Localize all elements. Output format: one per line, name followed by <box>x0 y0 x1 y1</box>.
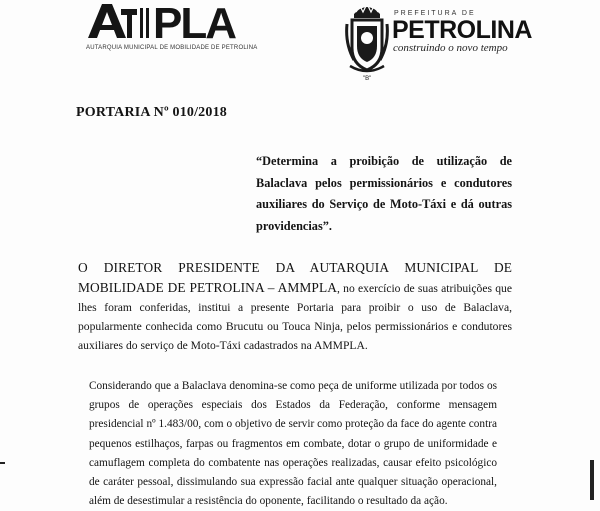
ammpla-subtitle: AUTARQUIA MUNICIPAL DE MOBILIDADE DE PETROLINA <box>86 45 258 51</box>
svg-text:"B": "B" <box>363 76 372 82</box>
document-title: PORTARIA Nº 010/2018 <box>76 105 227 120</box>
paragraph-1 <box>78 258 512 355</box>
prefeitura-name: PETROLINA <box>392 16 532 44</box>
prefeitura-logo <box>392 10 532 54</box>
paragraph-2: Considerando que a Balaclava denomina-se como peça de uniforme utilizada por todos os grupos de operações especiais dos Estados da Federação, conforme mensagem presidencial nº 1.483/00, com o objetivo de servir como proteção da face do agente contra pequenos estilhaços, farpas ou fragmentos em combate, dotar o grupo de uniformidade e camuflagem completa do combatente nas operações realizadas, causar efeito psicológico de caráter pessoal, dissimulando sua expressão facial ante qualquer situação operacional, além de desestimular a resistência do oponente, facilitando o resultado da ação. <box>89 380 497 508</box>
svg-text:PLA: PLA <box>153 0 235 48</box>
paragraph-1-rest: , no exercício de suas atribuições que lhes foram conferidas, institui a presente Portaria para proibir o uso de Balaclava, popularmente conhecida como Brucutu ou Touca Ninja, pelos permissionários e condutores auxiliares do serviço de Moto-Táxi cadastrados na AMMPLA. <box>78 282 512 352</box>
document-header <box>0 0 600 95</box>
petrolina-crest-icon <box>344 0 390 82</box>
prefeitura-label: PREFEITURA DE <box>394 10 476 17</box>
document-ementa: “Determina a proibição de utilização de Balaclava pelos permissionários e condutores auxiliares do Serviço de Moto-Táxi e dá outras providencias”. <box>256 154 512 233</box>
scan-edge-mark <box>590 460 594 500</box>
scan-left-mark <box>0 462 5 464</box>
prefeitura-slogan: construindo o novo tempo <box>393 42 508 54</box>
paragraph-1-lead: O DIRETOR PRESIDENTE DA AUTARQUIA MUNICIPAL DE MOBILIDADE DE PETROLINA – AMMPLA <box>78 260 512 295</box>
